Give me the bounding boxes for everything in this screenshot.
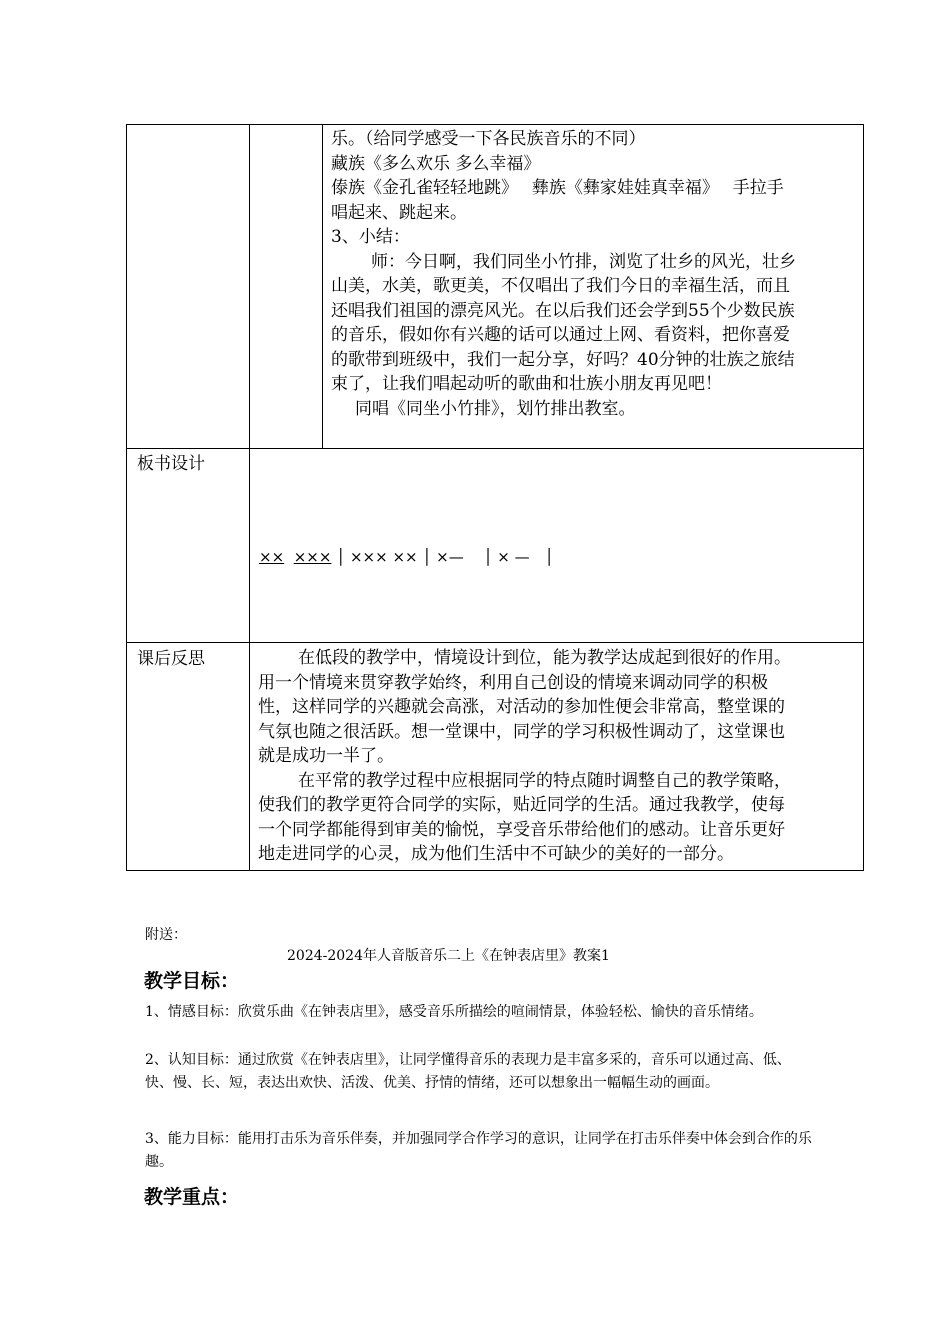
- reflection-line: 一个同学都能得到审美的愉悦，享受音乐带给他们的感动。让音乐更好: [258, 819, 785, 840]
- rhythm-notation: [259, 546, 554, 567]
- reflection-line: 地走进同学的心灵，成为他们生活中不可缺少的美好的一部分。: [258, 844, 734, 864]
- reflection-text: [258, 646, 858, 867]
- process-line: 师：今日啊，我们同坐小竹排，浏览了壮乡的风光，壮乡: [371, 251, 796, 272]
- reflection-label: 课后反思: [137, 649, 205, 669]
- appendix-title: 2024-2024年人音版音乐二上《在钟表店里》教案1: [287, 948, 610, 964]
- reflection-line: 就是成功一半了。: [258, 746, 394, 766]
- appendix-label: 附送：: [145, 927, 187, 943]
- reflection-line: 用一个情境来贯穿教学始终，利用自己创设的情境来调动同学的积极: [258, 672, 768, 693]
- process-line: 还唱我们祖国的漂亮风光。在以后我们还会学到55个少数民族: [331, 300, 795, 321]
- process-line: 束了，让我们唱起动听的歌曲和壮族小朋友再见吧！: [331, 374, 722, 394]
- table-divider-row1: [126, 448, 864, 449]
- rhythm-rest: │ ××× ×× │ ×— │ × — │: [336, 548, 554, 566]
- process-line: 藏族《多么欢乐 多么幸福》: [331, 153, 541, 174]
- teaching-focus-heading: 教学重点：: [144, 1186, 240, 1208]
- process-line: 山美，水美，歌更美，不仅唱出了我们今日的幸福生活，而且: [331, 276, 790, 296]
- process-line: 的音乐，假如你有兴趣的话可以通过上网、看资料，把你喜爱: [331, 325, 790, 345]
- goal-1: 1、情感目标：欣赏乐曲《在钟表店里》，感受音乐所描绘的喧闹情景，体验轻松、愉快的音乐情绪。: [145, 1004, 763, 1020]
- reflection-line: 在平常的教学过程中应根据同学的特点随时调整自己的教学策略，: [298, 770, 791, 791]
- process-text: [331, 127, 859, 421]
- goal-3: 3、能力目标：能用打击乐为音乐伴奏，并加强同学合作学习的意识，让同学在打击乐伴奏中体会到合作的乐趣。: [145, 1131, 812, 1170]
- process-line: 傣族《金孔雀轻轻地跳》 彝族《彝家娃娃真幸福》 手拉手: [331, 178, 784, 198]
- process-line: 的歌带到班级中，我们一起分享，好吗？40分钟的壮族之旅结: [331, 349, 795, 370]
- reflection-line: 在低段的教学中，情境设计到位，能为教学达成起到很好的作用。: [298, 648, 791, 668]
- rhythm-part-2: ×××: [293, 548, 332, 566]
- process-line: 唱起来、跳起来。: [331, 202, 467, 223]
- process-line: 乐。（给同学感受一下各民族音乐的不同）: [331, 129, 646, 149]
- reflection-line: 性，这样同学的兴趣就会高涨，对活动的参加性便会非常高，整堂课的: [258, 697, 785, 717]
- goal-2: 2、认知目标：通过欣赏《在钟表店里》，让同学懂得音乐的表现力是丰富多采的，音乐可以通过高、低、快、慢、长、短，表达出欢快、活泼、优美、抒情的情绪，还可以想象出一幅幅生动的画面。: [145, 1052, 791, 1091]
- teaching-goals-heading: 教学目标：: [144, 970, 240, 992]
- table-divider-row2: [126, 642, 864, 643]
- table-divider-col1: [249, 124, 250, 871]
- reflection-line: 使我们的教学更符合同学的实际，贴近同学的生活。通过我教学，使每: [258, 795, 785, 815]
- table-divider-col2: [322, 124, 323, 448]
- process-line: 同唱《同坐小竹排》，划竹排出教室。: [355, 398, 636, 419]
- process-line: 3、小结：: [331, 227, 410, 247]
- rhythm-part-1: ××: [259, 548, 285, 566]
- reflection-line: 气氛也随之很活跃。想一堂课中，同学的学习积极性调动了，这堂课也: [258, 721, 785, 742]
- board-design-label: 板书设计: [137, 454, 205, 474]
